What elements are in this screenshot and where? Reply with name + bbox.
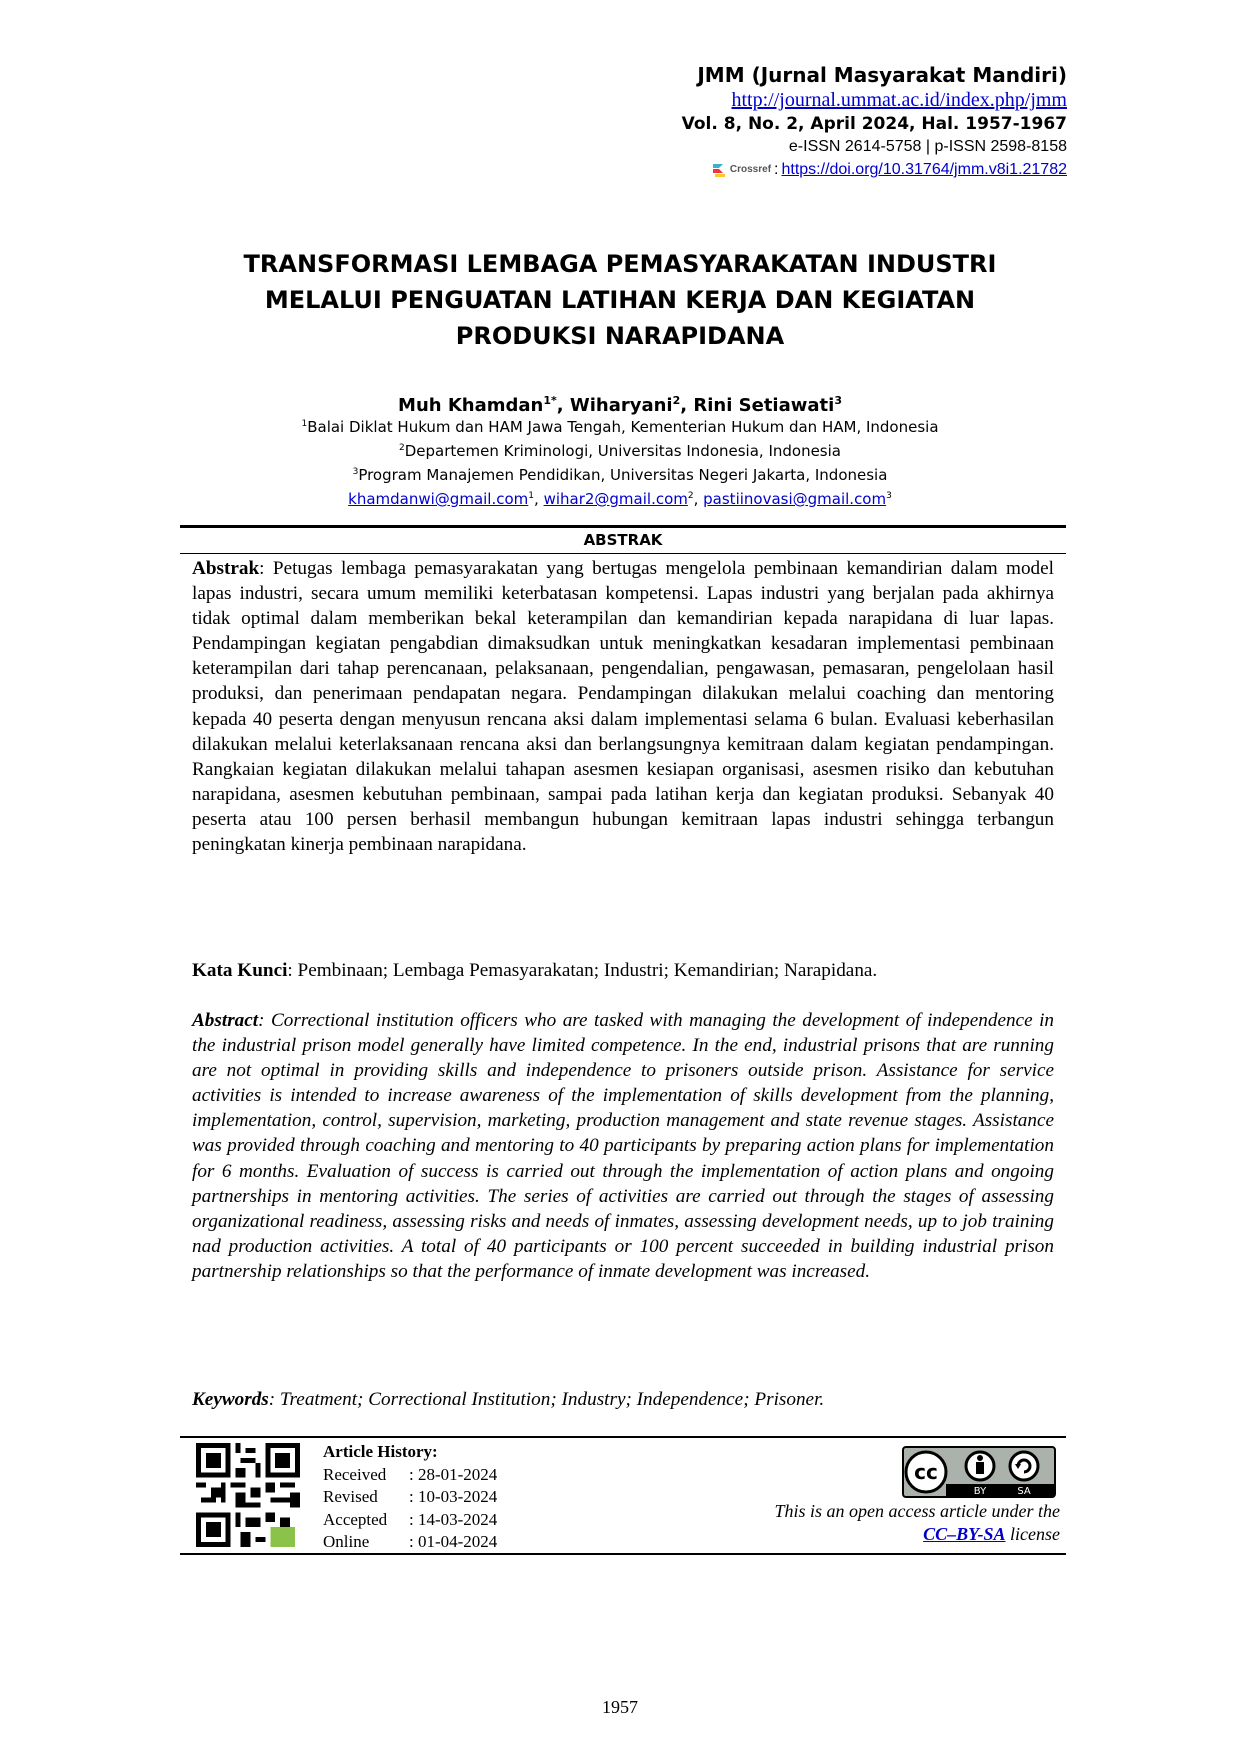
- email-sup: 3: [886, 491, 892, 501]
- divider-thin: [180, 553, 1066, 554]
- author-sup: 2: [672, 394, 681, 407]
- crossref-icon: [711, 162, 727, 178]
- history-row: [323, 1464, 497, 1487]
- article-title: [180, 246, 1060, 354]
- history-value: : 01-04-2024: [409, 1532, 498, 1551]
- history-value: : 10-03-2024: [409, 1487, 498, 1506]
- affiliations: [180, 414, 1060, 510]
- title-line: MELALUI PENGUATAN LATIHAN KERJA DAN KEGIATAN: [264, 286, 976, 314]
- separator: ,: [534, 490, 544, 508]
- crossref-logo: [711, 158, 771, 182]
- history-row: [323, 1531, 497, 1554]
- crossref-label: Crossref: [729, 164, 772, 175]
- history-label: Online: [323, 1532, 370, 1551]
- journal-volume: Vol. 8, No. 2, April 2024, Hal. 1957-1967: [681, 114, 1067, 134]
- history-value: : 14-03-2024: [409, 1509, 498, 1529]
- affiliation-text: Balai Diklat Hukum dan HAM Jawa Tengah, Kementerian Hukum dan HAM, Indonesia: [307, 418, 939, 436]
- cc-by-sa-badge-icon[interactable]: [902, 1446, 1056, 1498]
- doi-prefix: :: [774, 161, 779, 178]
- title-line: TRANSFORMASI LEMBAGA PEMASYARAKATAN INDUSTRI: [243, 250, 997, 278]
- email-list: [180, 486, 1060, 510]
- author-name: Wiharyani: [569, 395, 673, 416]
- affiliation: [180, 438, 1060, 462]
- journal-issn: e-ISSN 2614-5758 | p-ISSN 2598-8158: [788, 138, 1067, 155]
- history-row: [323, 1486, 497, 1509]
- email-link[interactable]: khamdanwi@gmail.com: [348, 490, 529, 508]
- email-link[interactable]: wihar2@gmail.com: [543, 490, 688, 508]
- cc-badge-text: cc: [914, 1460, 938, 1484]
- separator: ,: [556, 395, 570, 416]
- history-title: Article History:: [323, 1442, 438, 1461]
- doi-row: [682, 158, 1067, 182]
- affiliation: [180, 462, 1060, 486]
- abstract-text: : Correctional institution officers who are tasked with managing the development of independence in the industrial prison model generally have limited competence. In the end, industrial prisons that are running are not optimal in providing skills and independence to prisoners outside prison. Assistance for service activities is intended to increase awareness of the implementation of skills development from the planning, implementation, control, supervision, marketing, production management and state revenue stages. Assistance was provided through coaching and mentoring to 40 participants by preparing action plans for implementation for 6 months. Evaluation of success is carried out through the implementation of action plans and ongoing partnerships in mentoring activities. The series of activities are carried out through the stages of assessing organizational readiness, assessing risks and needs of inmates, assessing development needs, up to job training nad production activities. A total of 40 participants or 100 percent succeeded in building industrial prison partnership relationships so that the performance of inmate development was increased.: [192, 1010, 1054, 1282]
- history-label: Revised: [323, 1487, 378, 1506]
- affiliation: [180, 414, 1060, 438]
- license-line2: [775, 1523, 1060, 1546]
- affiliation-sup: 2: [398, 443, 405, 453]
- page-number: 1957: [602, 1697, 638, 1717]
- author-sup: 3: [834, 394, 842, 407]
- affiliation-sup: 3: [352, 467, 359, 477]
- journal-name: JMM (Jurnal Masyarakat Mandiri): [697, 63, 1067, 87]
- keywords-label: Keywords: [192, 1389, 269, 1410]
- history-row: [323, 1509, 497, 1532]
- license-line1: This is an open access article under the: [774, 1501, 1060, 1521]
- email-link[interactable]: pastiinovasi@gmail.com: [703, 490, 887, 508]
- divider-footer-bottom: [180, 1553, 1066, 1555]
- sa-label: SA: [1017, 1486, 1031, 1497]
- kata-kunci-text: : Pembinaan; Lembaga Pemasyarakatan; Industri; Kemandirian; Narapidana.: [287, 960, 878, 981]
- separator: ,: [693, 490, 704, 508]
- abstrak-text: : Petugas lembaga pemasyarakatan yang bertugas mengelola pembinaan kemandirian dalam model lapas industri, secara umum memiliki keterbatasan kompetensi. Lapas industri yang berjalan pada akhirnya tidak optimal dalam memberikan bekal keterampilan dan kemandirian kepada narapidana di luar lapas. Pendampingan kegiatan pengabdian dimaksudkan untuk meningkatkan kesadaran implementasi pembinaan keterampilan dari tahap perencanaan, pelaksanaan, pengendalian, pengawasan, pemasaran, pengelolaan hasil produksi, dan penerimaan pendapatan negara. Pendampingan dilakukan melalui coaching dan mentoring kepada 40 peserta dengan menyusun rencana aksi dalam implementasi selama 6 bulan. Evaluasi keberhasilan dilakukan melalui keterlaksanaan rencana aksi dan berlangsungnya kemitraan dalam kegiatan pendampingan. Rangkaian kegiatan dilakukan melalui tahapan asesmen kesiapan organisasi, asesmen risiko dan kebutuhan narapidana, asesmen kebutuhan pembinaan, sampai pada latihan kerja dan kegiatan produksi. Sebanyak 40 peserta atau 100 persen berhasil membangun hubungan kemitraan lapas industri sehingga terbangun peningkatan kinerja pembinaan narapidana.: [192, 558, 1054, 856]
- divider-footer-top: [180, 1436, 1066, 1438]
- affiliation-sup: 1: [301, 419, 308, 429]
- kata-kunci-label: Kata Kunci: [192, 960, 288, 981]
- license-suffix: license: [1005, 1524, 1060, 1544]
- kata-kunci: [192, 958, 1054, 983]
- abstrak-heading: ABSTRAK: [583, 531, 663, 549]
- abstrak-label: Abstrak: [192, 558, 260, 579]
- author-sup: 1*: [543, 394, 557, 407]
- by-label: BY: [973, 1486, 987, 1497]
- keywords-text: : Treatment; Correctional Institution; Industry; Independence; Prisoner.: [268, 1389, 825, 1410]
- abstract-label: Abstract: [192, 1010, 259, 1031]
- divider-top: [180, 525, 1066, 528]
- affiliation-text: Departemen Kriminologi, Universitas Indonesia, Indonesia: [404, 442, 841, 460]
- separator: ,: [680, 395, 694, 416]
- journal-url-link[interactable]: http://journal.ummat.ac.id/index.php/jmm: [731, 89, 1067, 111]
- author-name: Rini Setiawati: [693, 395, 835, 416]
- email-sup: 2: [687, 491, 694, 501]
- title-line: PRODUKSI NARAPIDANA: [455, 322, 785, 350]
- history-label: Received: [323, 1464, 387, 1484]
- email-sup: 1: [528, 491, 535, 501]
- author-name: Muh Khamdan: [398, 395, 544, 416]
- history-value: : 28-01-2024: [409, 1464, 498, 1484]
- qr-code-icon: [196, 1443, 300, 1547]
- journal-header: [682, 62, 1067, 182]
- article-history: [323, 1441, 497, 1554]
- license-text: [775, 1500, 1060, 1546]
- history-label: Accepted: [323, 1509, 388, 1529]
- license-link[interactable]: CC–BY-SA: [923, 1524, 1006, 1544]
- abstract-paragraph: [192, 1008, 1054, 1284]
- abstrak-paragraph: [192, 556, 1054, 857]
- keywords: [192, 1387, 1054, 1412]
- affiliation-text: Program Manajemen Pendidikan, Universitas Negeri Jakarta, Indonesia: [358, 466, 888, 484]
- doi-link[interactable]: https://doi.org/10.31764/jmm.v8i1.21782: [781, 161, 1067, 178]
